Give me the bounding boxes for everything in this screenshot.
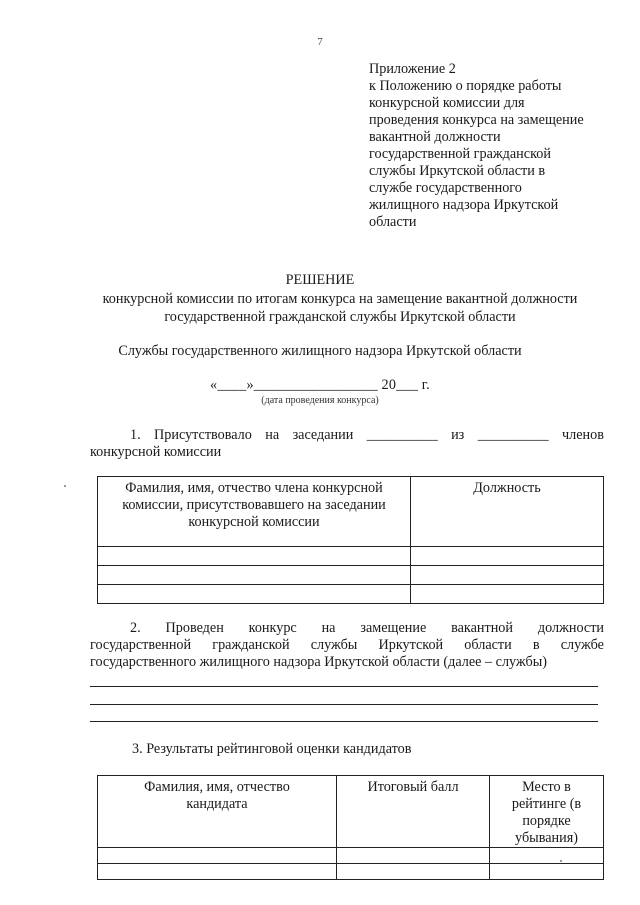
appendix-line: службе государственного [369,180,522,196]
word: области [464,637,512,653]
word: Проведен [165,620,224,636]
table-cell [411,585,604,604]
section-1-number: 1. [130,427,141,443]
appendix-line: конкурсной комиссии для [369,95,525,111]
appendix-block [369,61,619,231]
section-2-line-1 [90,620,604,637]
appendix-line: области [369,214,417,230]
date-line: «____»_________________ 20___ г. [210,377,430,393]
word: конкурс [248,620,297,636]
blank-rule [90,721,598,722]
appendix-line: Приложение 2 [369,61,456,77]
candidates-rating-table [97,775,604,880]
table-cell [98,547,411,566]
date-caption: (дата проведения конкурса) [261,395,379,406]
word: службе [560,637,604,653]
table-row [98,848,604,864]
table-cell [98,848,337,864]
section-3-heading [90,741,604,758]
table-cell [98,566,411,585]
blank-rule [90,704,598,705]
header-rank: Место в рейтинге (в порядке убывания) [490,776,604,848]
table-row [98,864,604,880]
word: замещение [360,620,427,636]
word: службы [310,637,358,653]
table-header-row [98,776,604,848]
header-member-name: Фамилия, имя, отчество члена конкурсной комиссии, присутствовавшего на заседании конкурсной комиссии [98,477,411,547]
subtitle-line-2: государственной гражданской службы Иркутской области [164,309,516,325]
section-2 [90,620,604,671]
table-cell [98,585,411,604]
word: государственной [90,637,192,653]
appendix-line: жилищного надзора Иркутской [369,197,559,213]
section-1-line-1 [90,427,604,444]
blank-rule [90,686,598,687]
table-row [98,585,604,604]
appendix-line: вакантной должности [369,129,501,145]
header-final-score: Итоговый балл [337,776,490,848]
header-position: Должность [411,477,604,547]
table-cell [98,864,337,880]
section-1-line-2: конкурсной комиссии [90,444,222,460]
present-count-blank: __________ [366,427,438,443]
word: заседании [292,427,354,443]
scan-speck [560,860,562,862]
table-cell [411,547,604,566]
commission-members-table [97,476,604,604]
appendix-line: проведения конкурса на замещение [369,112,584,128]
table-cell [490,864,604,880]
table-cell [411,566,604,585]
word: на [321,620,336,636]
document-subtitle [60,290,620,326]
subtitle-line-1: конкурсной комиссии по итогам конкурса на замещение вакантной должности [102,291,578,307]
scan-speck [64,485,66,487]
appendix-line: государственной гражданской [369,146,551,162]
section-2-line-2 [90,637,604,654]
word: в [532,637,540,653]
section-2-number: 2. [130,620,141,636]
table-cell [490,848,604,864]
page-number: 7 [317,36,323,48]
word: Присутствовало [154,427,252,443]
document-title: РЕШЕНИЕ [285,272,355,288]
word: должности [537,620,604,636]
word: членов [562,427,604,443]
service-name: Службы государственного жилищного надзора Иркутской области [118,343,522,359]
word: вакантной [451,620,513,636]
section-3-heading-text: 3. Результаты рейтинговой оценки кандидатов [132,741,412,757]
total-count-blank: __________ [477,427,549,443]
appendix-line: службы Иркутской области в [369,163,546,179]
table-cell [337,864,490,880]
table-header-row [98,477,604,547]
word: из [451,427,465,443]
table-row [98,547,604,566]
table-cell [337,848,490,864]
word: на [265,427,280,443]
section-2-line-3: государственного жилищного надзора Иркутской области (далее – службы) [90,654,548,670]
word: Иркутской [378,637,444,653]
header-candidate-name: Фамилия, имя, отчество кандидата [98,776,337,848]
word: гражданской [212,637,290,653]
section-1 [90,427,604,461]
appendix-line: к Положению о порядке работы [369,78,562,94]
table-row [98,566,604,585]
